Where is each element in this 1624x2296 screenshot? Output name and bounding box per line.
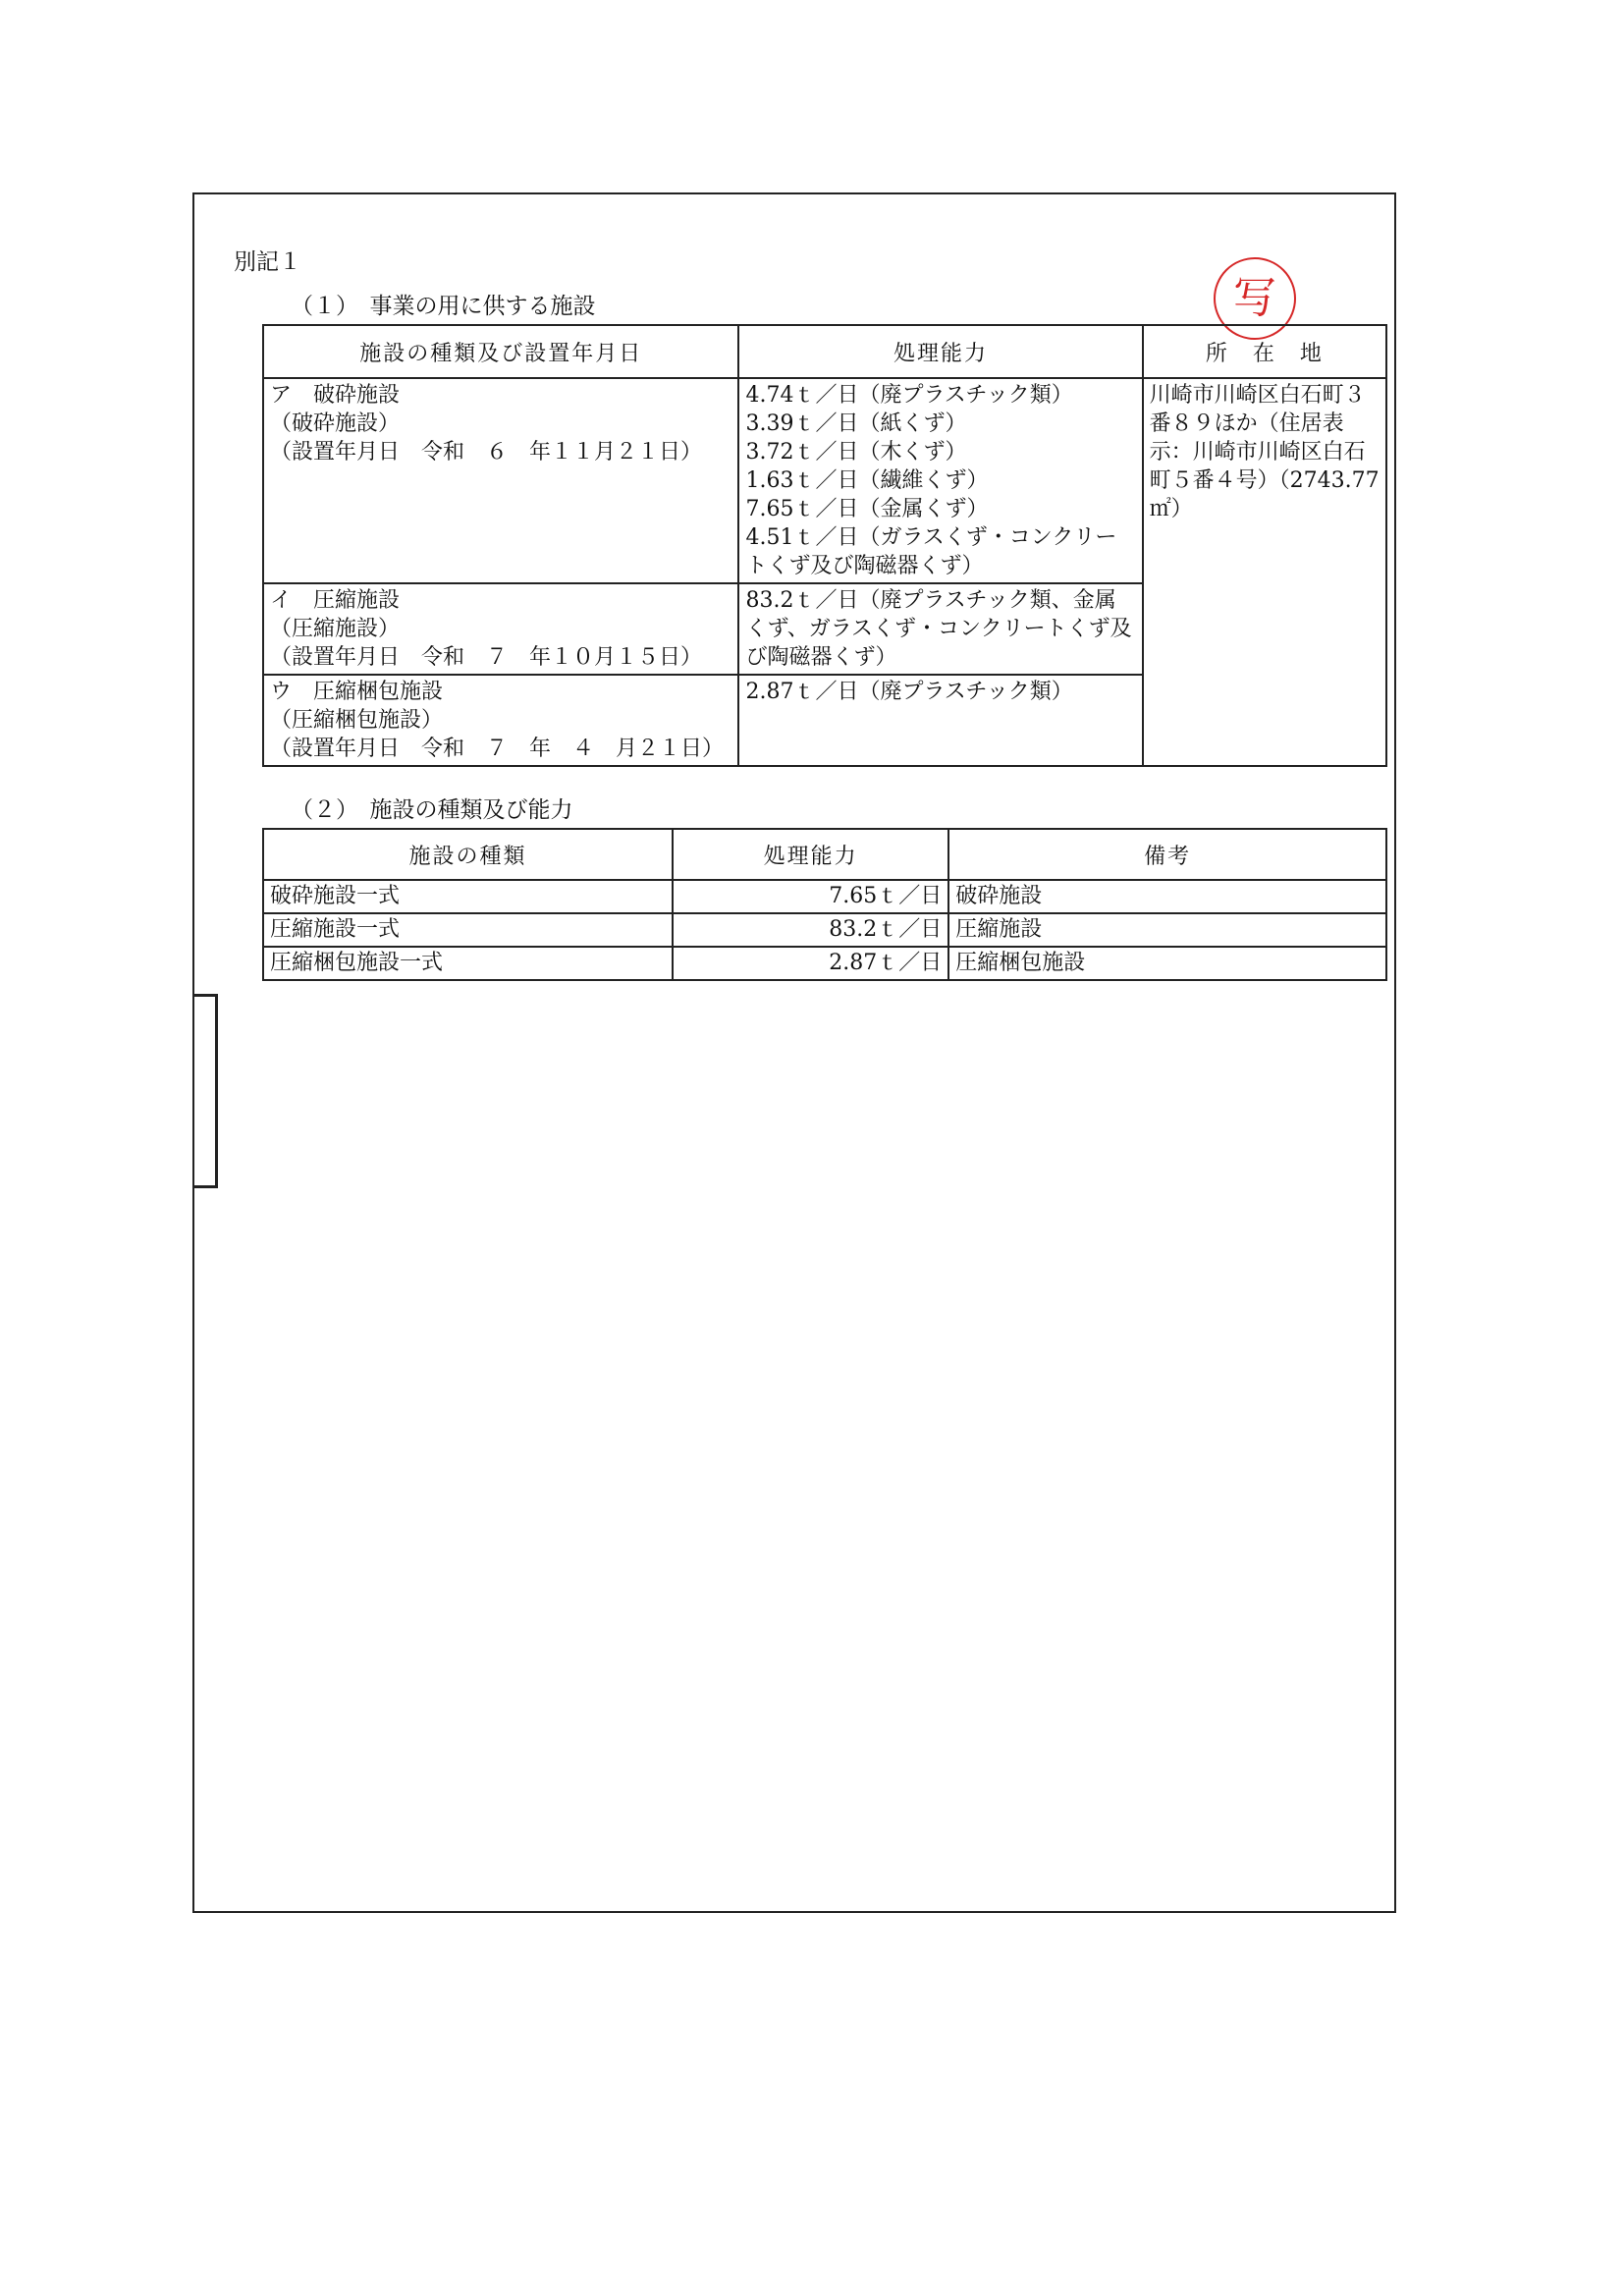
- facility-line: ウ 圧縮梱包施設: [270, 680, 444, 704]
- type-cell: 圧縮施設一式: [263, 913, 673, 947]
- section1-title: （１） 事業の用に供する施設: [291, 294, 596, 319]
- type-cell: 圧縮梱包施設一式: [263, 947, 673, 980]
- facilities-table: [262, 324, 1387, 767]
- capacity-line: 2.87ｔ／日（廃プラスチック類）: [745, 680, 1073, 704]
- facility-cell: [263, 378, 738, 583]
- header-location: 所 在 地: [1143, 325, 1386, 378]
- table-row: [263, 378, 1386, 583]
- header-facility: 施設の種類及び設置年月日: [263, 325, 738, 378]
- capacity-line: 7.65ｔ／日（金属くず）: [745, 497, 989, 521]
- facilities-header-row: [263, 325, 1386, 378]
- section2-title: （２） 施設の種類及び能力: [291, 797, 573, 823]
- capacity-cell: [738, 378, 1142, 583]
- facility-line: （圧縮施設）: [270, 617, 401, 641]
- table-row: [263, 913, 1386, 947]
- facility-cell: [263, 675, 738, 766]
- appendix-label: 別記１: [234, 249, 301, 275]
- capacity-cell: [738, 675, 1142, 766]
- facility-line: （圧縮梱包施設）: [270, 708, 444, 733]
- capacity-cell: 83.2ｔ／日: [673, 913, 948, 947]
- header-note: 備考: [948, 829, 1386, 880]
- facility-line: （破砕施設）: [270, 411, 401, 436]
- table-row: [263, 880, 1386, 913]
- facility-line: ア 破砕施設: [270, 383, 401, 408]
- capacity-line: 3.39ｔ／日（紙くず）: [745, 411, 967, 436]
- capacity-line: 4.51ｔ／日（ガラスくず・コンクリートくず及び陶磁器くず）: [745, 525, 1117, 578]
- facility-line: （設置年月日 令和 ７ 年 ４ 月２１日）: [270, 737, 725, 761]
- capacity-line: 3.72ｔ／日（木くず）: [745, 440, 967, 465]
- header-capacity: 処理能力: [673, 829, 948, 880]
- capacity-table: [262, 828, 1387, 981]
- binding-mark: [192, 994, 218, 1188]
- capacity-cell: 2.87ｔ／日: [673, 947, 948, 980]
- capacity-line: 83.2ｔ／日（廃プラスチック類、金属くず、ガラスくず・コンクリートくず及び陶磁器くず）: [745, 588, 1132, 670]
- capacity-line: 4.74ｔ／日（廃プラスチック類）: [745, 383, 1073, 408]
- header-capacity: 処理能力: [738, 325, 1142, 378]
- note-cell: 圧縮梱包施設: [948, 947, 1386, 980]
- facility-line: （設置年月日 令和 ６ 年１１月２１日）: [270, 440, 703, 465]
- type-cell: 破砕施設一式: [263, 880, 673, 913]
- capacity-cell: 7.65ｔ／日: [673, 880, 948, 913]
- note-cell: 破砕施設: [948, 880, 1386, 913]
- table-row: [263, 947, 1386, 980]
- copy-stamp: 写: [1214, 257, 1296, 340]
- capacity-cell: [738, 583, 1142, 675]
- header-type: 施設の種類: [263, 829, 673, 880]
- capacity-line: 1.63ｔ／日（繊維くず）: [745, 468, 989, 493]
- location-cell: [1143, 378, 1386, 766]
- facility-line: イ 圧縮施設: [270, 588, 401, 613]
- facility-line: （設置年月日 令和 ７ 年１０月１５日）: [270, 645, 703, 670]
- note-cell: 圧縮施設: [948, 913, 1386, 947]
- capacity-header-row: [263, 829, 1386, 880]
- location-text: 川崎市川崎区白石町３番８９ほか（住居表示：川崎市川崎区白石町５番４号）（2743.77㎡）: [1149, 383, 1380, 521]
- facility-cell: [263, 583, 738, 675]
